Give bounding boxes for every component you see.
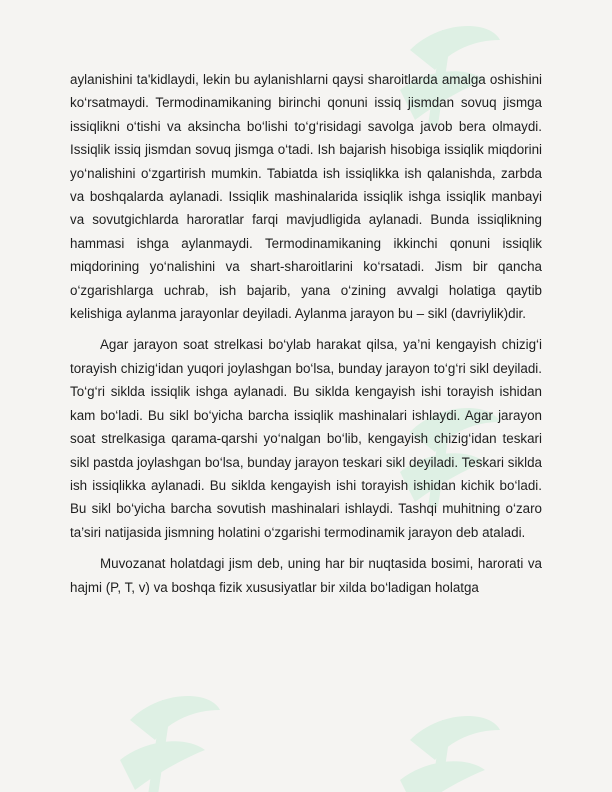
watermark-icon (380, 700, 520, 792)
document-body (70, 68, 542, 599)
paragraph: Agar jarayon soat strelkasi bo‘ylab harakat qilsa, ya’ni kengayish chizig‘i torayish chizig‘idan yuqori joylashgan bo‘lsa, bunday jarayon to‘g‘ri sikl deyiladi. To‘g‘ri siklda issiqlik ishga aylanadi. Bu siklda kengayish ishi torayish ishidan kam bo‘ladi. Bu sikl bo‘yicha barcha issiqlik mashinalari ishlaydi. Agar jarayon soat strelkasiga qarama-qarshi yo‘nalgan bo‘lib, kengayish chizig‘idan teskari sikl pastda joylashgan bo‘lsa, bunday jarayon teskari sikl deyiladi. Teskari siklda ish issiqlikka aylanadi. Bu siklda kengayish ishi torayish ishidan kichik bo‘ladi. Bu sikl bo‘yicha barcha sovutish mashinalari ishlaydi. Tashqi muhitning o‘zaro ta’siri natijasida jismning holatini o‘zgarishi termodinamik jarayon deb ataladi. (70, 337, 542, 540)
paragraph: aylanishini ta'kidlaydi, lekin bu aylanishlarni qaysi sharoitlarda amalga oshishini ko‘rsatmaydi. Termodinamikaning birinchi qonuni issiq jismdan sovuq jismga issiqlikni o‘tishi va aksincha bo‘lishi to‘g‘risidagi savolga javob bera olmaydi. Issiqlik issiq jismdan sovuq jismga o‘tadi. Ish bajarish hisobiga issiqlik miqdorini yo‘nalishini o‘zgartirish mumkin. Tabiatda ish issiqlikka ish qalanishda, zarbda va boshqalarda aylanadi. Issiqlik mashinalarida issiqlik ishga issiqlik manbayi va sovutgichlarda haroratlar farqi mavjudligida aylanadi. Bunda issiqlikning hammasi ishga aylanmaydi. Termodinamikaning ikkinchi qonuni issiqlik miqdorining yo‘nalishini va shart-sharoitlarini ko‘rsatadi. Jism bir qancha o‘zgarishlarga uchrab, ish bajarib, yana o‘zining avvalgi holatiga qaytib kelishiga aylanma jarayonlar deyiladi. Aylanma jarayon bu – sikl (davriylik)dir. (70, 72, 542, 322)
watermark-icon (100, 680, 240, 792)
paragraph: Muvozanat holatdagi jism deb, uning har bir nuqtasida bosimi, harorati va hajmi (P, T, v) va boshqa fizik xususiyatlar bir xilda bo‘ladigan holatga (70, 556, 542, 595)
